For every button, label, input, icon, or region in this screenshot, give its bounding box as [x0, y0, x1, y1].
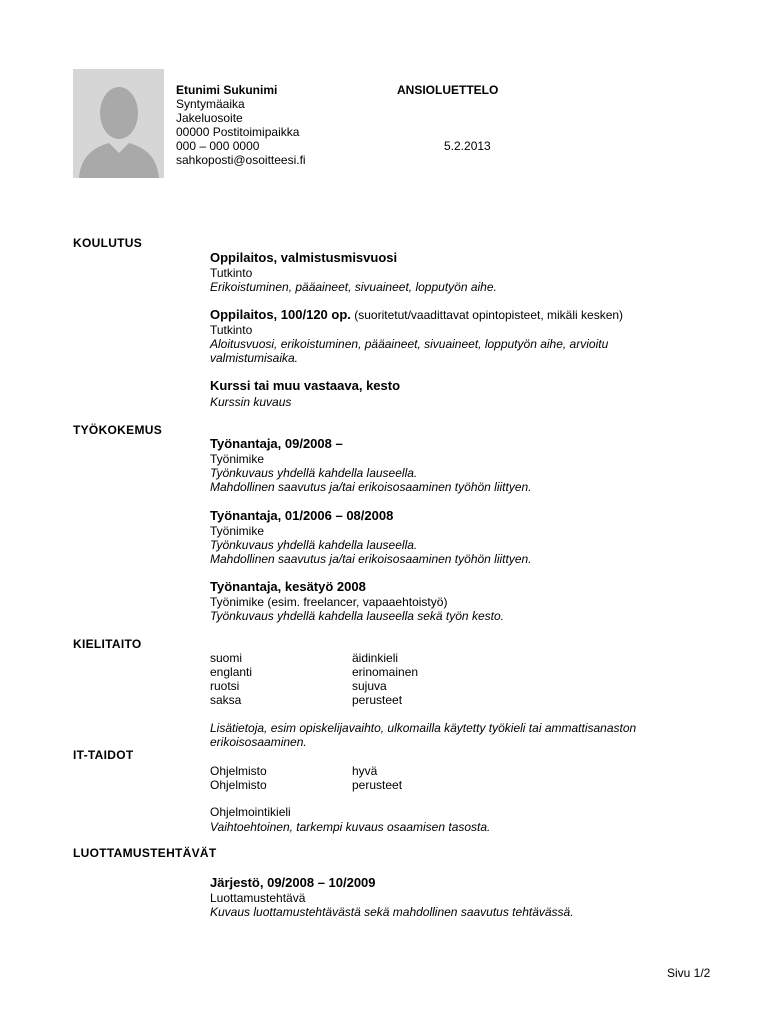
language-name: englanti: [210, 665, 253, 679]
work-description-line2: Mahdollinen saavutus ja/tai erikoisosaaminen työhön liittyen.: [210, 552, 532, 566]
section-heading-it-skills: IT-TAIDOT: [73, 748, 134, 762]
language-level: sujuva: [352, 679, 387, 693]
language-name: saksa: [210, 693, 242, 707]
education-title-row: [210, 308, 623, 322]
work-role: Työnimike: [210, 452, 265, 466]
work-role: Työnimike (esim. freelancer, vapaaehtoistyö): [210, 595, 448, 609]
education-description-line1: Aloitusvuosi, erikoistuminen, pääaineet, sivuaineet, lopputyön aihe, arvioitu: [210, 337, 609, 351]
trust-role: Luottamustehtävä: [210, 891, 306, 905]
language-note-line2: erikoisosaaminen.: [210, 735, 307, 749]
section-heading-positions-of-trust: LUOTTAMUSTEHTÄVÄT: [73, 846, 217, 860]
work-description-line1: Työnkuvaus yhdellä kahdella lauseella.: [210, 466, 418, 480]
education-description: Erikoistuminen, pääaineet, sivuaineet, lopputyön aihe.: [210, 280, 497, 294]
course-title: Kurssi tai muu vastaava, kesto: [210, 378, 401, 393]
it-skill-name: Ohjelmisto: [210, 778, 267, 792]
it-skill-level: perusteet: [352, 778, 403, 792]
language-note-line1: Lisätietoja, esim opiskelijavaihto, ulkomailla käytetty työkieli tai ammattisanaston: [210, 721, 637, 735]
education-title: Oppilaitos, 100/120 op.: [210, 307, 351, 322]
work-title: Työnantaja, 01/2006 – 08/2008: [210, 508, 394, 523]
education-title: Oppilaitos, valmistusmisvuosi: [210, 250, 398, 265]
birthdate: Syntymäaika: [176, 97, 245, 111]
course-description: Kurssin kuvaus: [210, 395, 292, 409]
education-degree: Tutkinto: [210, 323, 253, 337]
work-title: Työnantaja, 09/2008 –: [210, 436, 343, 451]
work-title: Työnantaja, kesätyö 2008: [210, 579, 366, 594]
section-heading-work-experience: TYÖKOKEMUS: [73, 423, 163, 437]
education-description-line2: valmistumisaika.: [210, 351, 299, 365]
language-name: ruotsi: [210, 679, 240, 693]
address: Jakeluosoite: [176, 111, 243, 125]
work-description-line1: Työnkuvaus yhdellä kahdella lauseella.: [210, 538, 418, 552]
work-description-line1: Työnkuvaus yhdellä kahdella lauseella sekä työn kesto.: [210, 609, 504, 623]
trust-title: Järjestö, 09/2008 – 10/2009: [210, 875, 376, 890]
language-level: erinomainen: [352, 665, 419, 679]
phone-number: 000 – 000 0000: [176, 139, 260, 153]
language-level: perusteet: [352, 693, 403, 707]
language-level: äidinkieli: [352, 651, 399, 665]
section-heading-education: KOULUTUS: [73, 236, 143, 250]
document-date: 5.2.2013: [444, 139, 491, 153]
document-title: ANSIOLUETTELO: [397, 83, 499, 97]
it-skill-level: hyvä: [352, 764, 378, 778]
education-credits-note: (suoritetut/vaadittavat opintopisteet, mikäli kesken): [354, 308, 624, 322]
postal-address: 00000 Postitoimipaikka: [176, 125, 300, 139]
it-skill-name: Ohjelmisto: [210, 764, 267, 778]
person-name: Etunimi Sukunimi: [176, 83, 278, 97]
profile-photo-placeholder: [73, 69, 164, 178]
email-address: sahkoposti@osoitteesi.fi: [176, 153, 306, 167]
work-role: Työnimike: [210, 524, 265, 538]
section-heading-languages: KIELITAITO: [73, 637, 142, 651]
page-number: Sivu 1/2: [667, 966, 711, 980]
language-name: suomi: [210, 651, 243, 665]
it-skill-description: Vaihtoehtoinen, tarkempi kuvaus osaamisen tasosta.: [210, 820, 491, 834]
work-description-line2: Mahdollinen saavutus ja/tai erikoisosaaminen työhön liittyen.: [210, 480, 532, 494]
education-degree: Tutkinto: [210, 266, 253, 280]
programming-language: Ohjelmointikieli: [210, 805, 291, 819]
trust-description: Kuvaus luottamustehtävästä sekä mahdollinen saavutus tehtävässä.: [210, 905, 574, 919]
